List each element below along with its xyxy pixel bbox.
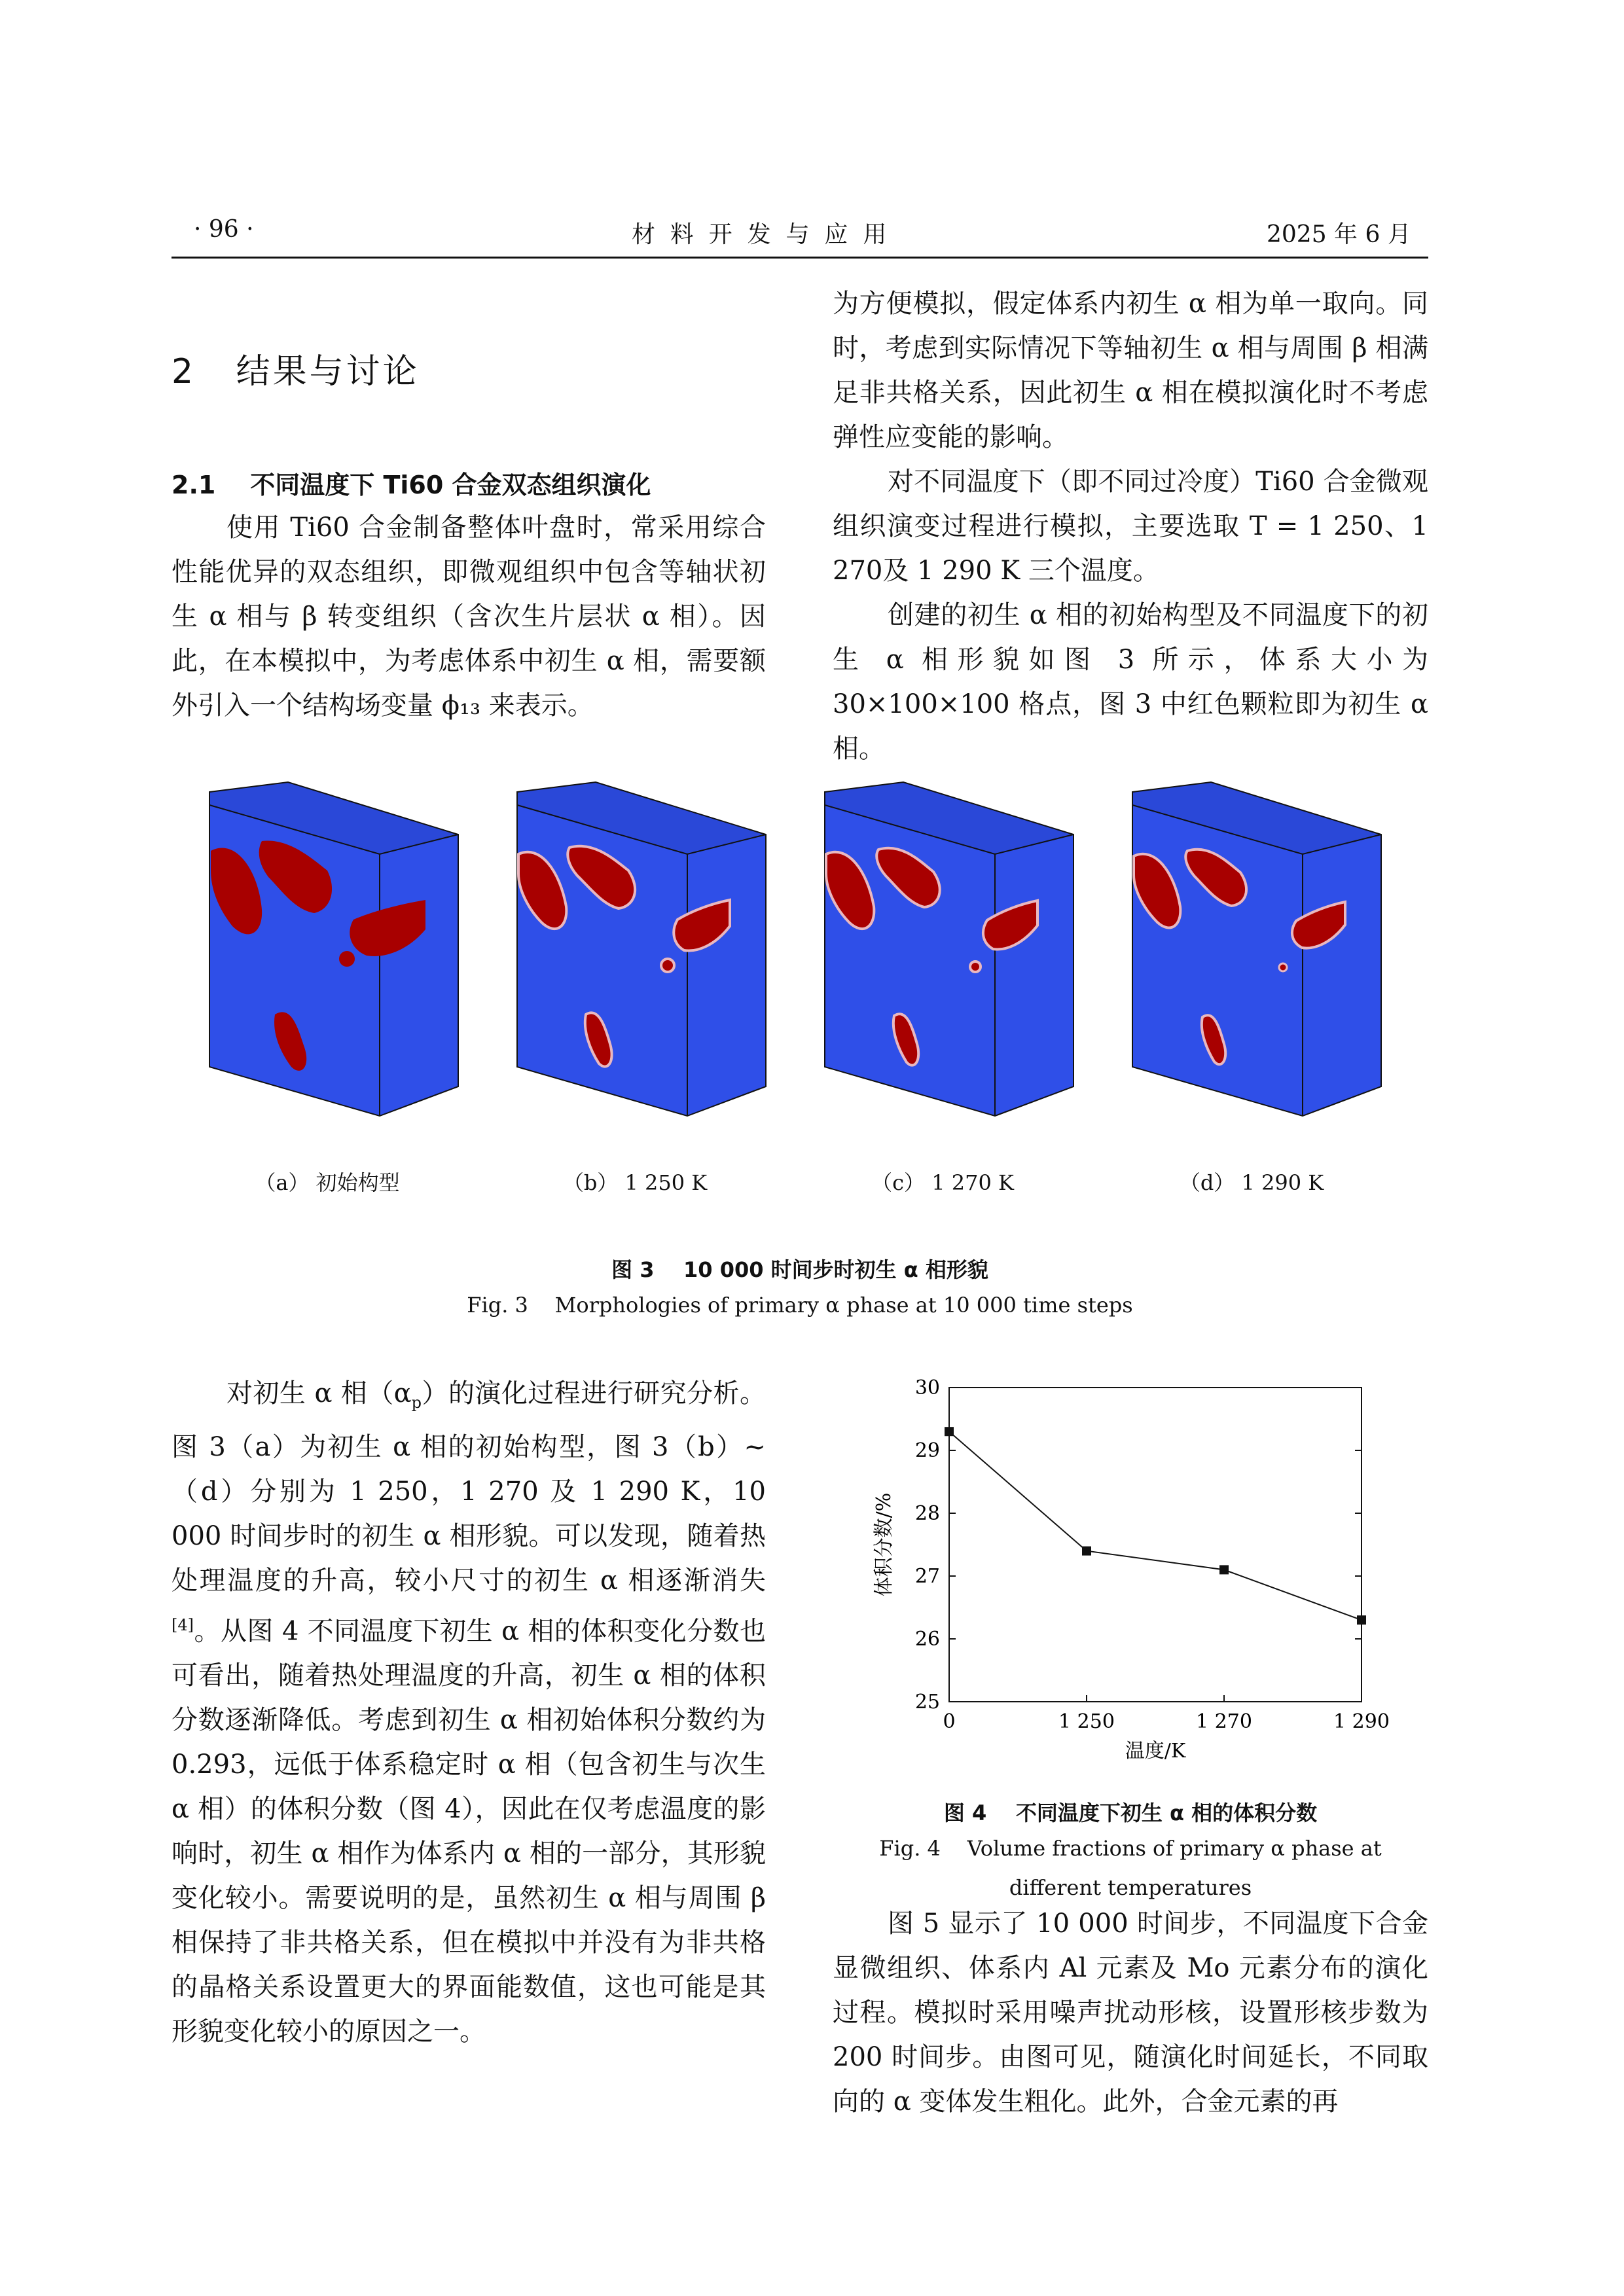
panel-c-label: （c） 1 270 K [871, 1170, 1014, 1195]
paragraph: 创建的初生 α 相的初始构型及不同温度下的初生 α 相形貌如图 3 所示，体系大小为 30×100×100 格点，图 3 中红色颗粒即为初生 α 相。 [833, 600, 1428, 764]
paragraph: 使用 Ti60 合金制备整体叶盘时，常采用综合性能优异的双态组织，即微观组织中包含等轴状初生 α 相与 β 转变组织（含次生片层状 α 相）。因此，在本模拟中，为考虑体系中初生 α 相，需要额外引入一个结构场变量 ϕ₁₃ 来表示。 [171, 512, 766, 721]
figure-3-caption-zh: 图 3 10 000 时间步时初生 α 相形貌 [611, 1257, 988, 1282]
x-tick-label: 0 [943, 1710, 956, 1733]
volume-fraction-chart [851, 1374, 1414, 1767]
figure-4-caption-en-1: Fig. 4 Volume fractions of primary α phase at [879, 1836, 1382, 1861]
figure-3-caption-en: Fig. 3 Morphologies of primary α phase at 10 000 time steps [467, 1293, 1133, 1318]
data-point [945, 1427, 954, 1436]
panel-d-cube [1132, 782, 1381, 1116]
right-column-bottom [833, 1901, 1428, 2124]
panel-b-cube [517, 782, 766, 1116]
y-tick-label: 27 [914, 1565, 940, 1588]
paragraph: 对初生 α 相$(\alpha_p)$的演化过程进行研究分析。图 3（a）为初生 α 相的初始构型，图 3（b）~（d）分别为 1 250，1 270 及 1 290 K，10 000 时间步时的初生 α 相形貌。可以发现，随着热处理温度的升高，较小尺寸的初生 α 相逐渐消失[4]。从图 4 不同温度下初生 α 相的体积变化分数也可看出，随着热处理温度的升高，初生 α 相的体积分数逐渐降低。考虑到初生 α 相初始体积分数约为 0.293，远低于体系稳定时 α 相（包含初生与次生 α 相）的体积分数（图 4），因此在仅考虑温度的影响时，初生 α 相作为体系内 α 相的一部分，其形貌变化较小。需要说明的是，虽然初生 α 相与周围 β 相保持了非共格关系，但在模拟中并没有为非共格的晶格关系设置更大的界面能数值，这也可能是其形貌变化较小的原因之一。 [171, 1378, 767, 2047]
panel-d-label: （d） 1 290 K [1179, 1170, 1324, 1195]
data-point [1082, 1547, 1091, 1556]
figure-4 [851, 1374, 1414, 1767]
x-tick-label: 1 250 [1058, 1710, 1115, 1733]
section-title: 2 结果与讨论 [171, 352, 420, 391]
figure-4-caption-zh: 图 4 不同温度下初生 α 相的体积分数 [943, 1801, 1318, 1825]
data-point [1357, 1615, 1366, 1624]
panel-b-label: （b） 1 250 K [562, 1170, 708, 1195]
subsection-title: 2.1 不同温度下 Ti60 合金双态组织演化 [171, 471, 651, 499]
paragraph: 为方便模拟，假定体系内初生 α 相为单一取向。同时，考虑到实际情况下等轴初生 α 相与周围 β 相满足非共格关系，因此初生 α 相在模拟演化时不考虑弹性应变能的影响。 [833, 289, 1428, 452]
issue-date: 2025 年 6 月 [1267, 221, 1411, 248]
paragraph: 对不同温度下（即不同过冷度）Ti60 合金微观组织演变过程进行模拟，主要选取 T = 1 250、1 270及 1 290 K 三个温度。 [833, 467, 1428, 586]
panel-a-cube [209, 782, 458, 1116]
figure-3-panels [190, 779, 1434, 1145]
paragraph: 图 5 显示了 10 000 时间步，不同温度下合金显微组织、体系内 Al 元素及 Mo 元素分布的演化过程。模拟时采用噪声扰动形核，设置形核步数为 200 时间步。由图可见，随演化时间延长，不同取向的 α 变体发生粗化。此外，合金元素的再 [833, 1909, 1428, 2117]
panel-a-label: （a） 初始构型 [255, 1170, 400, 1195]
left-column-bottom [171, 1371, 766, 2054]
figure-3 [190, 779, 1434, 1172]
panel-c-cube [825, 782, 1074, 1116]
data-point [1219, 1565, 1229, 1574]
page-number: · 96 · [194, 216, 254, 243]
y-tick-label: 25 [914, 1691, 940, 1713]
header-rule [171, 257, 1428, 259]
y-axis-label: 体积分数/% [873, 1492, 895, 1597]
left-column-top [171, 505, 766, 728]
right-column-top [833, 281, 1428, 771]
x-axis-label: 温度/K [1125, 1740, 1186, 1763]
figure-4-caption-en-2: different temperatures [1009, 1875, 1252, 1900]
y-tick-label: 26 [914, 1628, 940, 1651]
series-line [949, 1431, 1362, 1620]
journal-title: 材 料 开 发 与 应 用 [632, 221, 887, 248]
plot-frame [949, 1388, 1362, 1702]
y-tick-label: 30 [914, 1376, 940, 1399]
y-tick-label: 28 [914, 1502, 940, 1525]
x-tick-label: 1 270 [1196, 1710, 1252, 1733]
y-tick-label: 29 [914, 1439, 940, 1462]
x-tick-label: 1 290 [1333, 1710, 1390, 1733]
